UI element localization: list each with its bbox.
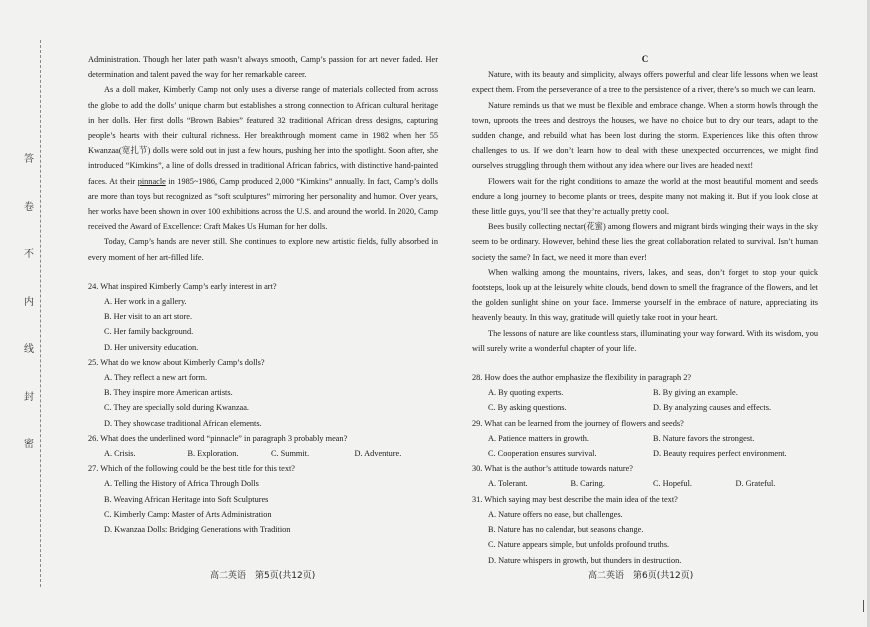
answer-option: A. Tolerant. bbox=[488, 479, 528, 489]
passage-text: As a doll maker, Kimberly Camp not only uses a diverse range of materials collected from across the globe to add the dolls’ unique charm but establishes a strong connection to African cultural heritage in her dolls. Her first dolls “Brown Babies” featured 32 traditional African dress designs, capturing people’s hearts with their cultural richness. Her breakthrough moment came in 1982 when her 55 Kwanzaa(宽扎节) dolls were sold out in just a few hours, pushing her into the spotlight. Soon after, she introduced “Kimkins”, a line of dolls dressed in traditional African fabrics, with distinctive hand-painted faces. At their bbox=[88, 85, 438, 186]
left-page-column bbox=[88, 52, 438, 537]
question-27 bbox=[88, 461, 438, 537]
passage-paragraph: Today, Camp’s hands are never still. She continues to explore new artistic fields, fully absorbed in every moment of her art-filled life. bbox=[88, 237, 438, 262]
answer-option: D. Adventure. bbox=[354, 449, 402, 459]
answer-option: C. Nature appears simple, but unfolds profound truths. bbox=[488, 540, 670, 550]
question-29 bbox=[472, 416, 818, 462]
question-stem: 24. What inspired Kimberly Camp’s early interest in art? bbox=[88, 281, 277, 291]
question-stem: 28. How does the author emphasize the flexibility in paragraph 2? bbox=[472, 373, 692, 383]
answer-option: C. Hopeful. bbox=[653, 479, 692, 489]
answer-option: D. By analyzing causes and effects. bbox=[653, 403, 772, 413]
page-footer-left: 高二英语 第5页(共12页) bbox=[210, 571, 316, 581]
answer-option: B. Nature favors the strongest. bbox=[653, 433, 755, 443]
passage-text: in 1985~1986, Camp produced 2,000 “Kimkins” annually. In fact, Camp’s dolls are more than toys but recognized as “soft sculptures” mirroring her personality and humor. Over years, her works have been shown in over 100 exhibitions across the U.S. and around the world. In 2020, Camp received the Award of Excellence: Craft Makes Us Human for her dolls. bbox=[88, 176, 438, 232]
answer-option: C. They are specially sold during Kwanzaa. bbox=[104, 403, 249, 413]
question-25 bbox=[88, 355, 438, 431]
binding-line bbox=[40, 40, 41, 587]
answer-option: A. By quoting experts. bbox=[488, 388, 564, 398]
question-stem: 30. What is the author’s attitude towards nature? bbox=[472, 464, 633, 474]
answer-option: D. Kwanzaa Dolls: Bridging Generations with Tradition bbox=[104, 525, 291, 535]
underlined-word: pinnacle bbox=[137, 176, 166, 186]
passage-paragraph bbox=[88, 82, 438, 234]
answer-option: C. Cooperation ensures survival. bbox=[488, 449, 597, 459]
question-31 bbox=[472, 492, 818, 568]
answer-option: B. Her visit to an art store. bbox=[104, 312, 193, 322]
answer-option: A. Nature offers no ease, but challenges. bbox=[488, 509, 623, 519]
passage-paragraph: The lessons of nature are like countless stars, illuminating your way forward. With its wisdom, you will surely write a wonderful chapter of your life. bbox=[472, 328, 818, 353]
answer-option: A. Crisis. bbox=[104, 449, 136, 459]
answer-option: C. Her family background. bbox=[104, 327, 194, 337]
binding-char: 不 bbox=[24, 249, 34, 260]
question-stem: 25. What do we know about Kimberly Camp’s dolls? bbox=[88, 357, 265, 367]
passage-paragraph: Flowers wait for the right conditions to amaze the world at the most beautiful moment and seeds endure a long journey to become plants or trees, despite many not making it. But if you look close at these little guys, you’ll see that they’re actually pretty cool. bbox=[472, 176, 818, 217]
answer-option: C. Kimberly Camp: Master of Arts Administration bbox=[104, 509, 272, 519]
answer-option: D. Beauty requires perfect environment. bbox=[653, 449, 787, 459]
question-stem: 27. Which of the following could be the best title for this text? bbox=[88, 464, 295, 474]
binding-warning bbox=[22, 150, 36, 450]
answer-option: D. Her university education. bbox=[104, 342, 199, 352]
answer-option: A. Patience matters in growth. bbox=[488, 433, 589, 443]
page-footer-right: 高二英语 第6页(共12页) bbox=[588, 571, 694, 581]
answer-option: B. Caring. bbox=[570, 479, 605, 489]
answer-option: B. They inspire more American artists. bbox=[104, 388, 233, 398]
passage-paragraph: When walking among the mountains, rivers, lakes, and seas, don’t forget to stop your quick footsteps, look up at the leisurely white clouds, bend down to smell the fragrance of the flowers, and let the golden sunlight shine on your face. Immerse yourself in the embrace of nature, appreciating its heavenly beauty. In this way, gratitude will quietly take root in your heart. bbox=[472, 267, 818, 323]
passage-paragraph: Nature reminds us that we must be flexible and embrace change. When a storm howls through the town, uproots the trees and destroys the houses, we have no choice but to dry our tears, adapt to the sudden change, and rebuild what has been lost during the storm. Experiences like this often throw challenges to us. If we don’t learn how to deal with these unexpected occurrences, we might find ourselves struggling through them without any idea where our lives are headed next! bbox=[472, 100, 818, 171]
answer-option: A. Her work in a gallery. bbox=[104, 297, 187, 307]
answer-option: D. Nature whispers in growth, but thunders in destruction. bbox=[488, 555, 682, 565]
binding-char: 内 bbox=[24, 296, 34, 308]
answer-option: C. By asking questions. bbox=[488, 403, 567, 413]
question-26 bbox=[88, 431, 438, 461]
binding-char: 封 bbox=[24, 391, 34, 403]
passage-paragraph: Bees busily collecting nectar(花蜜) among flowers and migrant birds winging their ways in the sky seem to be ordinary. However, behind these lies the great collaboration related to survival. Isn’t human society the same? In fact, we need it more than ever! bbox=[472, 222, 818, 262]
binding-char: 答 bbox=[24, 154, 34, 165]
answer-option: A. They reflect a new art form. bbox=[104, 373, 208, 383]
answer-option: A. Telling the History of Africa Through Dolls bbox=[104, 479, 259, 489]
binding-char: 线 bbox=[24, 344, 34, 355]
binding-char: 卷 bbox=[24, 201, 34, 213]
question-stem: 29. What can be learned from the journey of flowers and seeds? bbox=[472, 418, 684, 428]
question-stem: 26. What does the underlined word “pinnacle” in paragraph 3 probably mean? bbox=[88, 433, 348, 443]
question-24 bbox=[88, 279, 438, 355]
passage-paragraph: Administration. Though her later path wasn’t always smooth, Camp’s passion for art never faded. Her determination and talent paved the way for her remarkable career. bbox=[88, 55, 438, 80]
answer-option: B. Nature has no calendar, but seasons change. bbox=[488, 525, 644, 535]
question-28 bbox=[472, 370, 818, 416]
answer-option: B. Weaving African Heritage into Soft Sculptures bbox=[104, 494, 269, 504]
answer-option: B. By giving an example. bbox=[653, 388, 738, 398]
answer-option: C. Summit. bbox=[271, 449, 310, 459]
question-30 bbox=[472, 461, 818, 491]
question-stem: 31. Which saying may best describe the main idea of the text? bbox=[472, 494, 678, 504]
scan-mark bbox=[863, 600, 864, 612]
binding-char: 密 bbox=[24, 439, 34, 450]
answer-option: D. They showcase traditional African elements. bbox=[104, 418, 262, 428]
passage-paragraph: Nature, with its beauty and simplicity, always offers powerful and clear life lessons when we least expect them. From the perseverance of a tree to the persistence of a river, there’s so much we can learn. bbox=[472, 70, 818, 95]
right-page-column bbox=[472, 52, 818, 568]
answer-option: B. Exploration. bbox=[187, 449, 239, 459]
answer-option: D. Grateful. bbox=[735, 479, 776, 489]
section-heading: C bbox=[641, 54, 649, 64]
